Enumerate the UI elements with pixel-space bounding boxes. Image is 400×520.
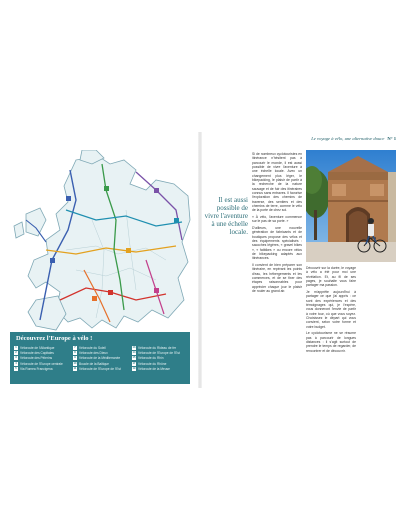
- paragraph: « À vélo, l'aventure commence sur le pas de sa porte. »: [252, 215, 302, 224]
- legend-grid: [14, 345, 188, 383]
- legend-item-label: Véloroute des Pèlerins: [20, 356, 53, 361]
- route-number-badge: 1: [15, 345, 17, 349]
- text-column-2: [306, 266, 356, 384]
- legend-panel: [10, 332, 190, 384]
- pull-quote: Il est aussi possible de vivre l'aventure à une échelle locale.: [204, 196, 248, 236]
- route-number-badge: 19: [132, 367, 136, 371]
- legend-item: [14, 367, 70, 372]
- route-number-badge: 13: [132, 345, 136, 349]
- paragraph: Si de nombreux cyclotouristes en itinérance n'hésitent pas à parcourir le monde, il est aussi possible de vivre l'aventure à une échelle locale. Avec un changement plus léger, le bikepacking, le plaisir de partir à la recherche de la nature sauvage et de fuir des itinéraires connus sans entraves. Il favorise l'exploration des chemins de traverse, des sentiers et des chemins de terre, comme le vélo de la porte de chez soi.: [252, 152, 302, 213]
- legend-item-label: Véloroute de l'Europe de l'Est: [79, 367, 121, 372]
- paragraph: Découvrir sur la durée, le voyage à vélo a été pour moi une révélation. Et, au fil de ses pages, je souhaite vous faire partager ma passion.: [306, 266, 356, 288]
- left-page: [0, 132, 200, 388]
- route-number-badge: 8: [74, 351, 76, 355]
- running-head-title: Le voyage à vélo, une alternative douce: [311, 136, 385, 141]
- legend-item-label: Véloroute du Rhône: [138, 361, 167, 366]
- route-number-badge: 9: [74, 356, 76, 360]
- paragraph: Je m'apprête aujourd'hui à partager ce que j'ai appris : ce sont des expériences et des témoignages qui, je l'espère, vous donneront l'envie de partir à votre tour, où que vous soyez. Choisissez le départ qui vous convient, selon votre forme et votre budget.: [306, 289, 356, 329]
- legend-item-label: Véloroute de l'Europe centrale: [20, 361, 63, 366]
- legend-item: [132, 367, 188, 372]
- photo-graphic: [306, 150, 396, 262]
- cyclist-church-photo: [306, 150, 396, 262]
- route-number-badge: 11: [73, 367, 77, 371]
- legend-item-label: Véloroute du Rideau de fer: [138, 345, 177, 350]
- right-page: [200, 132, 400, 388]
- legend-item-label: Véloroute de la Méditerranée: [79, 356, 121, 361]
- legend-item-label: Véloroute de l'Atlantique: [20, 345, 55, 350]
- route-number-badge: 17: [132, 361, 136, 365]
- map-graphic: [6, 150, 196, 338]
- legend-item-label: Véloroute du Soleil: [79, 345, 106, 350]
- text-column-1: [252, 152, 302, 384]
- legend-item-label: Véloroute de l'Europe de l'Est: [138, 351, 180, 356]
- route-number-badge: 5: [15, 367, 17, 371]
- europe-cycle-routes-map: [6, 150, 196, 338]
- legend-title: Découvrez l'Europe à vélo !: [16, 335, 93, 342]
- route-number-badge: 10: [73, 361, 77, 365]
- book-spread: [0, 132, 400, 388]
- legend-item-label: Véloroute des Capitales: [20, 351, 54, 356]
- legend-item: [73, 367, 129, 372]
- paragraph: D'ailleurs, une nouvelle génération de fabricants et de boutiques propose des vélos et des équipements spécialisés : sacoches légères, « gravel bikes », « fatbikes » ou encore vélos de bikepacking adaptés aux itinérances.: [252, 225, 302, 261]
- paragraph: Le cyclotourisme ne se résume pas à parcourir de longues distances : il s'agit surtout de prendre le temps de regarder, de rencontrer et de découvrir.: [306, 331, 356, 353]
- running-head: [240, 136, 396, 141]
- legend-item-label: Via Romea Francigena: [20, 367, 53, 372]
- route-number-badge: 14: [132, 351, 136, 355]
- legend-item-label: Boucle de la Baltique: [79, 361, 109, 366]
- legend-item-label: Véloroute du Rhin: [138, 356, 164, 361]
- route-number-badge: 15: [132, 356, 136, 360]
- legend-item-label: Véloroute des Dieux: [79, 351, 108, 356]
- route-number-badge: 2: [15, 351, 17, 355]
- route-number-badge: 7: [74, 345, 76, 349]
- legend-item-label: Véloroute de la Meuse: [138, 367, 170, 372]
- route-number-badge: 3: [15, 356, 17, 360]
- route-number-badge: 4: [15, 361, 17, 365]
- page-folio: N° 1: [387, 136, 396, 141]
- paragraph: Il convient de bien préparer son itinéraire, en repérant les points d'eau, les hébergements et les commerces, et de se fixer des étapes raisonnables pour apprécier chaque jour le plaisir de rouler au grand air.: [252, 262, 302, 293]
